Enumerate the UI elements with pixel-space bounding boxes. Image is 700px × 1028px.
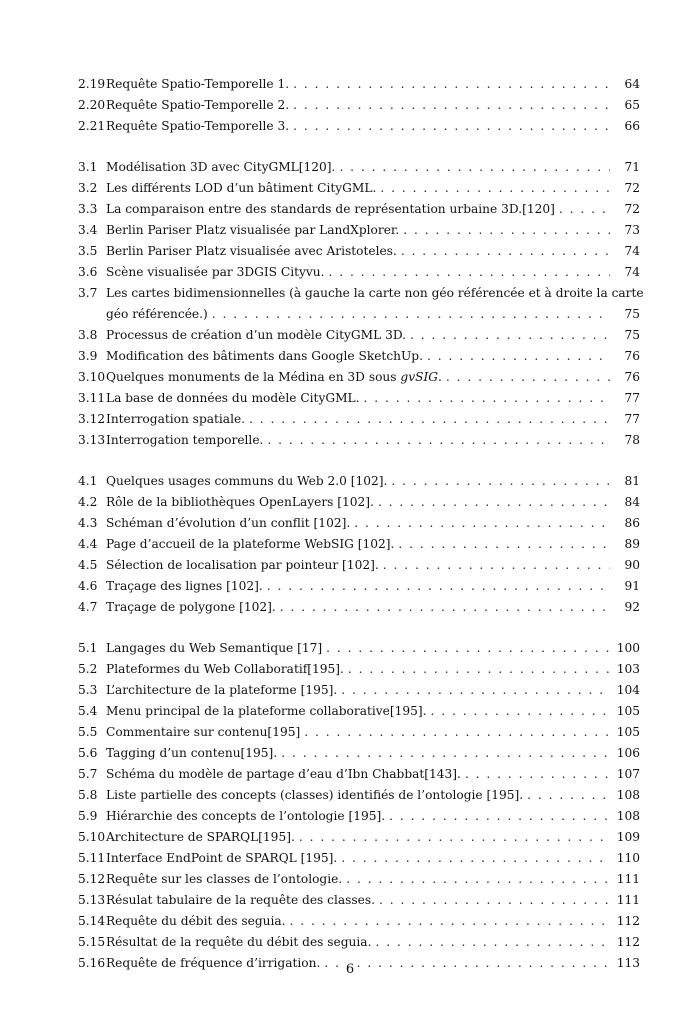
figure-number: 2.21: [78, 119, 106, 133]
figure-title: Schéman d’évolution d’un conflit [102].: [106, 516, 351, 530]
dot-leader: [329, 262, 610, 283]
figure-number: 5.15: [78, 935, 106, 949]
dot-leader: [304, 722, 610, 743]
page-reference: 104: [616, 683, 640, 697]
figure-title: Commentaire sur contenu[195]: [106, 725, 301, 739]
dot-leader: [281, 743, 610, 764]
toc-entry[interactable]: [78, 680, 640, 701]
dot-leader: [403, 220, 610, 241]
dot-leader: [339, 157, 610, 178]
figure-title: Les différents LOD d’un bâtiment CityGML.: [106, 181, 377, 195]
figure-number: 5.12: [78, 872, 106, 886]
dot-leader: [293, 95, 610, 116]
figure-title: La base de données du modèle CityGML.: [106, 391, 360, 405]
figure-number: 5.10: [78, 830, 106, 844]
figure-number: 3.12: [78, 412, 106, 426]
figure-number: 5.14: [78, 914, 106, 928]
figure-number: 4.1: [78, 474, 98, 488]
dot-leader: [293, 74, 610, 95]
toc-entry[interactable]: [78, 764, 640, 785]
toc-entry[interactable]: [78, 576, 640, 597]
toc-entry[interactable]: [78, 74, 640, 95]
page-reference: 75: [624, 328, 640, 342]
toc-entry[interactable]: [78, 157, 640, 178]
toc-entry[interactable]: [78, 555, 640, 576]
page-reference: 111: [616, 872, 640, 886]
figure-number: 3.8: [78, 328, 98, 342]
dot-leader: [346, 869, 610, 890]
page-reference: 112: [616, 914, 640, 928]
figure-number: 5.6: [78, 746, 98, 760]
toc-group: [78, 74, 640, 137]
page-reference: 108: [616, 809, 640, 823]
dot-leader: [389, 806, 610, 827]
dot-leader: [341, 848, 610, 869]
figure-number: 3.1: [78, 160, 98, 174]
figure-number: 5.11: [78, 851, 106, 865]
figure-number: 3.4: [78, 223, 98, 237]
page-reference: 86: [624, 516, 640, 530]
toc-entry[interactable]: [78, 262, 640, 283]
figure-title: Quelques usages communs du Web 2.0 [102].: [106, 474, 388, 488]
dot-leader: [341, 680, 610, 701]
figure-number: 4.6: [78, 579, 98, 593]
figure-title: Scène visualisée par 3DGIS Cityvu.: [106, 265, 325, 279]
toc-entry[interactable]: [78, 701, 640, 722]
toc-entry[interactable]: [78, 911, 640, 932]
figure-title: Requête du débit des seguia.: [106, 914, 286, 928]
dot-leader: [559, 199, 610, 220]
page-reference: 78: [624, 433, 640, 447]
figure-number: 4.4: [78, 537, 98, 551]
figure-title-continued: géo référencée.): [106, 307, 208, 321]
figure-title: Modélisation 3D avec CityGML[120].: [106, 160, 336, 174]
toc-entry[interactable]: [78, 283, 644, 325]
figure-title: Liste partielle des concepts (classes) identifiés de l’ontologie [195].: [106, 788, 524, 802]
toc-group: [78, 471, 640, 618]
toc-entry[interactable]: [78, 638, 640, 659]
page-reference: 106: [616, 746, 640, 760]
figure-number: 5.8: [78, 788, 98, 802]
page-reference: 71: [624, 160, 640, 174]
figure-number: 3.13: [78, 433, 106, 447]
page-reference: 84: [624, 495, 640, 509]
figure-title: Berlin Pariser Platz visualisée par LandXplorer.: [106, 223, 400, 237]
toc-entry[interactable]: [78, 471, 640, 492]
figure-title: Quelques monuments de la Médina en 3D sous gvSIG.: [106, 370, 442, 384]
figure-number: 5.7: [78, 767, 98, 781]
page-reference: 74: [624, 265, 640, 279]
page-reference: 90: [624, 558, 640, 572]
figure-title: Résulat tabulaire de la requête des classes.: [106, 893, 376, 907]
figure-number: 5.2: [78, 662, 98, 676]
toc-entry[interactable]: [78, 785, 640, 806]
page-reference: 92: [624, 600, 640, 614]
figure-number: 4.7: [78, 600, 98, 614]
toc-entry[interactable]: [78, 388, 640, 409]
list-of-figures: [78, 74, 644, 994]
page-reference: 75: [624, 307, 640, 321]
dot-leader: [290, 911, 610, 932]
page-reference: 76: [624, 370, 640, 384]
figure-number: 5.16: [78, 956, 106, 970]
dot-leader: [446, 367, 610, 388]
toc-entry[interactable]: [78, 241, 640, 262]
figure-number: 5.1: [78, 641, 98, 655]
figure-title: Langages du Web Semantique [17]: [106, 641, 323, 655]
page-reference: 105: [616, 704, 640, 718]
figure-title: Traçage de polygone [102].: [106, 600, 276, 614]
toc-entry[interactable]: [78, 534, 640, 555]
figure-title: Requête Spatio-Temporelle 3.: [106, 119, 290, 133]
page-reference: 77: [624, 412, 640, 426]
figure-number: 5.3: [78, 683, 98, 697]
page-reference: 105: [616, 725, 640, 739]
figure-title: La comparaison entre des standards de représentation urbaine 3D.[120]: [106, 202, 555, 216]
figure-number: 4.5: [78, 558, 98, 572]
figure-title: Plateformes du Web Collaboratif[195].: [106, 662, 344, 676]
toc-entry[interactable]: [78, 220, 640, 241]
figure-title: Menu principal de la plateforme collaborative[195].: [106, 704, 427, 718]
page-reference: 112: [616, 935, 640, 949]
page-reference: 113: [616, 956, 640, 970]
dot-leader: [293, 116, 610, 137]
dot-leader: [391, 471, 610, 492]
figure-number: 3.11: [78, 391, 106, 405]
toc-group: [78, 157, 644, 451]
figure-title: Schéma du modèle de partage d’eau d’Ibn Chabbat[143].: [106, 767, 461, 781]
toc-entry[interactable]: [78, 178, 640, 199]
toc-entry[interactable]: [78, 367, 640, 388]
figure-number: 3.9: [78, 349, 98, 363]
dot-leader: [375, 932, 610, 953]
dot-leader: [431, 701, 610, 722]
figure-number: 2.20: [78, 98, 106, 112]
toc-entry[interactable]: [78, 869, 640, 890]
figure-title: Requête de fréquence d’irrigation.: [106, 956, 321, 970]
figure-title: Page d’accueil de la plateforme WebSIG [102].: [106, 537, 395, 551]
page-reference: 74: [624, 244, 640, 258]
figure-title: Modification des bâtiments dans Google SketchUp.: [106, 349, 423, 363]
dot-leader: [527, 785, 610, 806]
figure-title: Interrogation temporelle.: [106, 433, 264, 447]
dot-leader: [398, 534, 610, 555]
dot-leader: [280, 597, 610, 618]
figure-number: 5.9: [78, 809, 98, 823]
page-reference: 103: [616, 662, 640, 676]
page-reference: 111: [616, 893, 640, 907]
dot-leader: [267, 576, 610, 597]
page-reference: 109: [616, 830, 640, 844]
figure-number: 3.2: [78, 181, 98, 195]
toc-entry[interactable]: [78, 890, 640, 911]
toc-entry[interactable]: [78, 932, 640, 953]
dot-leader: [427, 346, 610, 367]
page-reference: 91: [624, 579, 640, 593]
figure-number: 4.2: [78, 495, 98, 509]
figure-number: 5.4: [78, 704, 98, 718]
figure-title: Requête Spatio-Temporelle 1.: [106, 77, 290, 91]
page-reference: 108: [616, 788, 640, 802]
dot-leader: [379, 890, 610, 911]
toc-entry[interactable]: [78, 325, 640, 346]
dot-leader: [348, 659, 610, 680]
page-reference: 73: [624, 223, 640, 237]
dot-leader: [401, 241, 610, 262]
page-reference: 66: [624, 119, 640, 133]
page-reference: 100: [616, 641, 640, 655]
figure-title: Résultat de la requête du débit des seguia.: [106, 935, 372, 949]
figure-number: 5.5: [78, 725, 98, 739]
figure-number: 4.3: [78, 516, 98, 530]
toc-entry[interactable]: [78, 346, 640, 367]
dot-leader: [465, 764, 610, 785]
figure-number: 3.3: [78, 202, 98, 216]
figure-number: 3.5: [78, 244, 98, 258]
toc-entry[interactable]: [78, 513, 640, 534]
toc-entry[interactable]: [78, 116, 640, 137]
page-reference: 107: [616, 767, 640, 781]
page-reference: 81: [624, 474, 640, 488]
toc-entry[interactable]: [78, 597, 640, 618]
toc-entry[interactable]: [78, 827, 640, 848]
dot-leader: [299, 827, 610, 848]
figure-title: L’architecture de la plateforme [195].: [106, 683, 338, 697]
page-reference: 77: [624, 391, 640, 405]
toc-entry[interactable]: [78, 848, 640, 869]
figure-title: Traçage des lignes [102].: [106, 579, 263, 593]
figure-title: Sélection de localisation par pointeur [102].: [106, 558, 379, 572]
dot-leader: [249, 409, 610, 430]
page-reference: 110: [616, 851, 640, 865]
page-number: 6: [345, 962, 355, 977]
figure-title: Les cartes bidimensionnelles (à gauche la carte non géo référencée et à droite la carte: [106, 286, 644, 300]
figure-number: 3.6: [78, 265, 98, 279]
figure-title: Architecture de SPARQL[195].: [106, 830, 295, 844]
figure-number: 5.13: [78, 893, 106, 907]
toc-entry[interactable]: [78, 659, 640, 680]
page-reference: 76: [624, 349, 640, 363]
dot-leader: [410, 325, 610, 346]
toc-entry[interactable]: [78, 95, 640, 116]
toc-group: [78, 638, 640, 974]
page-reference: 64: [624, 77, 640, 91]
dot-leader: [383, 555, 610, 576]
toc-entry[interactable]: [78, 743, 640, 764]
figure-title: Interface EndPoint de SPARQL [195].: [106, 851, 338, 865]
figure-title: Processus de création d’un modèle CityGML 3D.: [106, 328, 407, 342]
page-reference: 72: [624, 202, 640, 216]
software-name: gvSIG: [400, 370, 438, 384]
figure-number: 3.10: [78, 370, 106, 384]
toc-entry[interactable]: [78, 492, 640, 513]
toc-entry[interactable]: [78, 409, 640, 430]
figure-title: Requête sur les classes de l’ontologie.: [106, 872, 343, 886]
figure-title: Hiérarchie des concepts de l’ontologie [195].: [106, 809, 386, 823]
toc-entry[interactable]: [78, 722, 640, 743]
page-reference: 89: [624, 537, 640, 551]
dot-leader: [326, 638, 610, 659]
dot-leader: [267, 430, 610, 451]
figure-number: 2.19: [78, 77, 106, 91]
dot-leader: [378, 492, 610, 513]
figure-title: Rôle de la bibliothèques OpenLayers [102].: [106, 495, 374, 509]
dot-leader: [212, 304, 610, 325]
dot-leader: [364, 388, 610, 409]
page-reference: 72: [624, 181, 640, 195]
figure-number: 3.7: [78, 286, 98, 300]
dot-leader: [380, 178, 610, 199]
page-reference: 65: [624, 98, 640, 112]
toc-entry[interactable]: [78, 199, 640, 220]
toc-entry[interactable]: [78, 430, 640, 451]
dot-leader: [354, 513, 610, 534]
toc-entry[interactable]: [78, 806, 640, 827]
figure-title: Requête Spatio-Temporelle 2.: [106, 98, 290, 112]
figure-title: Berlin Pariser Platz visualisée avec Aristoteles.: [106, 244, 397, 258]
figure-title: Tagging d’un contenu[195].: [106, 746, 278, 760]
figure-title: Interrogation spatiale.: [106, 412, 246, 426]
